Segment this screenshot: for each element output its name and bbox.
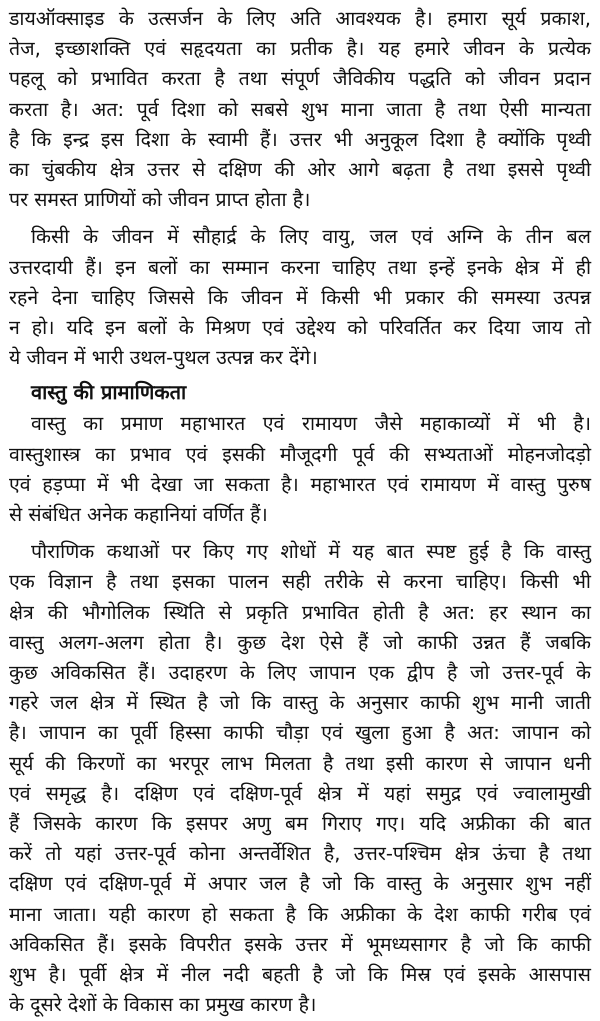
text-line: पहलू को प्रभावित करता है तथा संपूर्ण जैविकीय पद्धति को जीवन प्रदान	[9, 67, 591, 91]
text-line: अविकसित हैं। इसके विपरीत इसके उत्तर में भूमध्यसागर है जो कि काफी	[9, 932, 591, 956]
text-line: उत्तरदायी हैं। इन बलों का सम्मान करना चाहिए तथा इन्हें इनके क्षेत्र में ही	[9, 255, 591, 279]
text-line: करें तो यहां उत्तर-पूर्व कोना अन्तर्वेशित है, उत्तर-पश्चिम क्षेत्र ऊंचा है तथा	[9, 842, 591, 866]
text-line: क्षेत्र की भौगोलिक स्थिति से प्रकृति प्रभावित होती है अत: हर स्थान का	[9, 600, 591, 624]
paragraph-evidence	[9, 409, 591, 530]
text-line: माना जाता। यही कारण हो सकता है कि अफ्रीका के देश काफी गरीब एवं	[9, 902, 591, 926]
paragraph-forces	[9, 222, 591, 373]
paragraph-gap	[9, 215, 591, 222]
text-line: एवं हड़प्पा में भी देखा जा सकता है। महाभारत एवं रामायण में वास्तु पुरुष	[9, 472, 591, 496]
text-line: रहने देना चाहिए जिससे कि जीवन में किसी भी प्रकार की समस्या उत्पन्न	[9, 285, 591, 309]
text-line: एवं समृद्ध है। दक्षिण एवं दक्षिण-पूर्व क्षेत्र में यहां समुद्र एवं ज्वालामुखी	[9, 781, 591, 805]
text-line: शुभ है। पूर्वी क्षेत्र में नील नदी बहती है जो कि मिस्र एवं इसके आसपास	[9, 963, 591, 987]
text-line: डायऑक्साइड के उत्सर्जन के लिए अति आवश्यक है। हमारा सूर्य प्रकाश,	[9, 7, 591, 30]
text-line: पर समस्त प्राणियों को जीवन प्राप्त होता है।	[9, 188, 311, 212]
paragraph-geography	[9, 537, 591, 1020]
text-line: हैं जिसके कारण कि इसपर अणु बम गिराए गए। यदि अफ्रीका की बात	[9, 812, 591, 836]
text-line: करता है। अत: पूर्व दिशा को सबसे शुभ माना जाता है तथा ऐसी मान्यता	[9, 97, 591, 121]
text-line: कुछ अविकसित हैं। उदाहरण के लिए जापान एक द्वीप है जो उत्तर-पूर्व के	[9, 661, 591, 685]
text-line: न हो। यदि इन बलों के मिश्रण एवं उद्देश्य को परिवर्तित कर दिया जाय तो	[9, 316, 591, 340]
text-line: तेज, इच्छाशक्ति एवं सहृदयता का प्रतीक है। यह हमारे जीवन के प्रत्येक	[9, 37, 591, 61]
text-line: का चुंबकीय क्षेत्र उत्तर से दक्षिण की ओर आगे बढ़ता है तथा इससे पृथ्वी	[9, 158, 591, 182]
text-line: के दूसरे देशों के विकास का प्रमुख कारण है।	[9, 993, 317, 1017]
section-heading: वास्तु की प्रामाणिकता	[31, 380, 187, 405]
text-line: है कि इन्द्र इस दिशा के स्वामी हैं। उत्तर भी अनुकूल दिशा है क्योंकि पृथ्वी	[9, 127, 591, 151]
text-line: वास्तु अलग-अलग होता है। कुछ देश ऐसे हैं जो काफी उन्नत हैं जबकि	[9, 630, 591, 654]
paragraph-sun-east	[9, 4, 591, 215]
text-line: से संबंधित अनेक कहानियां वर्णित हैं।	[9, 503, 268, 527]
text-line: पौराणिक कथाओं पर किए गए शोधों में यह बात स्पष्ट हुई है कि वास्तु	[31, 540, 591, 564]
text-line: एक विज्ञान है तथा इसका पालन सही तरीके से करना चाहिए। किसी भी	[9, 570, 591, 594]
text-line: सूर्य की किरणों का भरपूर लाभ मिलता है तथा इसी कारण से जापान धनी	[9, 751, 591, 775]
text-line: गहरे जल क्षेत्र में स्थित है जो कि वास्तु के अनुसार काफी शुभ मानी जाती	[9, 691, 591, 715]
text-line: किसी के जीवन में सौहार्द्र के लिए वायु, जल एवं अग्नि के तीन बल	[31, 225, 591, 249]
text-line: है। जापान का पूर्वी हिस्सा काफी चौड़ा एवं खुला हुआ है अत: जापान को	[9, 721, 591, 745]
text-line: वास्तु का प्रमाण महाभारत एवं रामायण जैसे महाकाव्यों में भी है।	[31, 412, 591, 436]
paragraph-gap	[9, 530, 591, 537]
text-line: ये जीवन में भारी उथल-पुथल उत्पन्न कर देंगे।	[9, 346, 318, 370]
text-line: वास्तुशास्त्र का प्रभाव एवं इसकी मौजूदगी पूर्व की सभ्यताओं मोहनजोदड़ो	[9, 442, 591, 466]
text-line: दक्षिण एवं दक्षिण-पूर्व में अपार जल है जो कि वास्तु के अनुसार शुभ नहीं	[9, 872, 591, 896]
